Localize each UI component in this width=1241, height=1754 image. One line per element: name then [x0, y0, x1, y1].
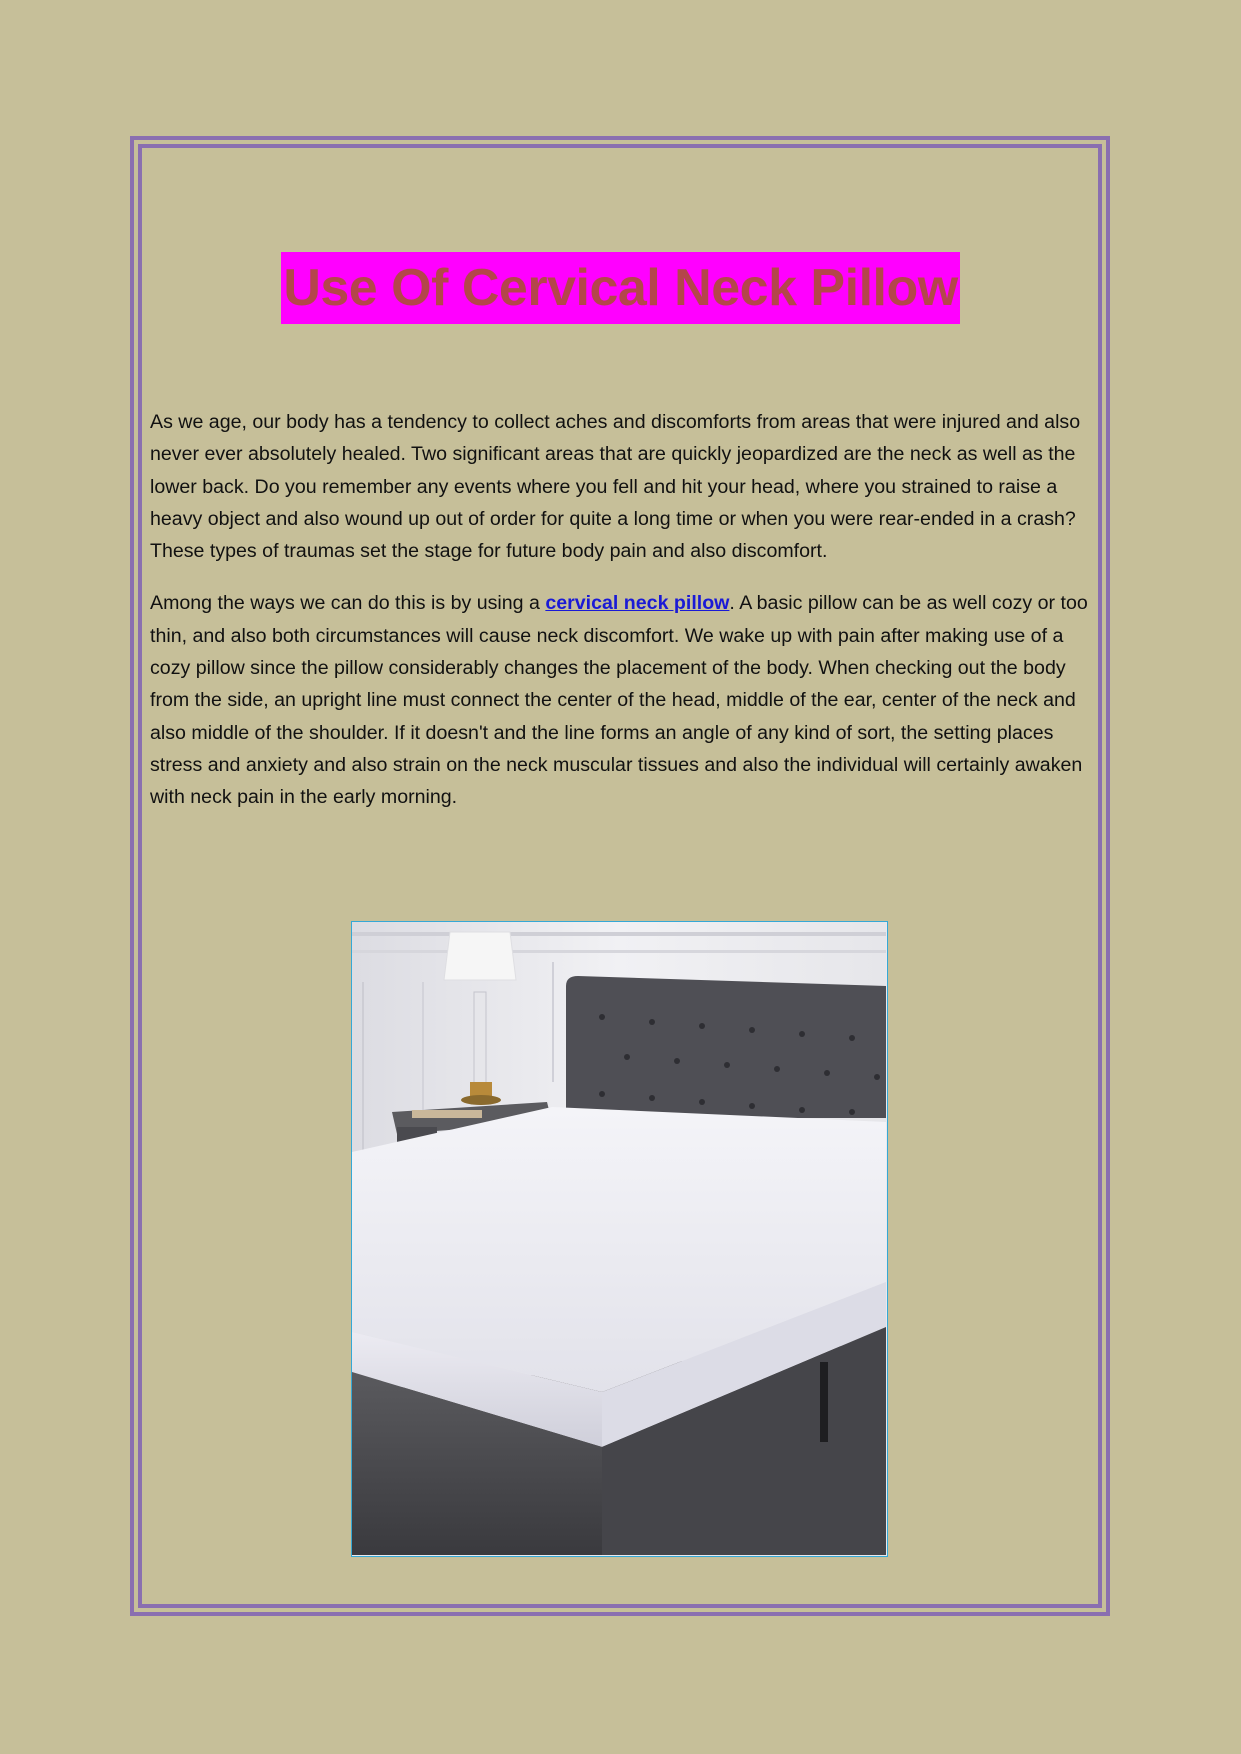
- page-title: Use Of Cervical Neck Pillow: [281, 252, 959, 324]
- title-container: [0, 252, 1241, 324]
- paragraph-intro: As we age, our body has a tendency to collect aches and discomforts from areas that were injured and also never ever absolutely healed. Two significant areas that are quickly jeopardized are the neck as well as the lower back. Do you remember any events where you fell and hit your head, where you strained to raise a heavy object and also wound up out of order for quite a long time or when you were rear-ended in a crash? These types of traumas set the stage for future body pain and also discomfort.: [150, 411, 1081, 563]
- bed-photo-illustration: [352, 922, 886, 1555]
- cervical-neck-pillow-link[interactable]: cervical neck pillow: [545, 592, 730, 615]
- article-body: [150, 406, 1090, 834]
- paragraph-pillow-rest: . A basic pillow can be as well cozy or too thin, and also both circumstances will cause neck discomfort. We wake up with pain after making use of a cozy pillow since the pillow considerably changes the placement of the body. When checking out the body from the side, an upright line must connect the center of the head, middle of the ear, center of the neck and also middle of the shoulder. If it doesn't and the line forms an angle of any kind of sort, the setting places stress and anxiety and also strain on the neck muscular tissues and also the individual will certainly awaken with neck pain in the early morning.: [150, 592, 1088, 809]
- paragraph-pillow-lead: Among the ways we can do this is by using a: [150, 592, 546, 615]
- bed-photo: [351, 921, 888, 1557]
- paragraph-pillow: [150, 587, 1090, 813]
